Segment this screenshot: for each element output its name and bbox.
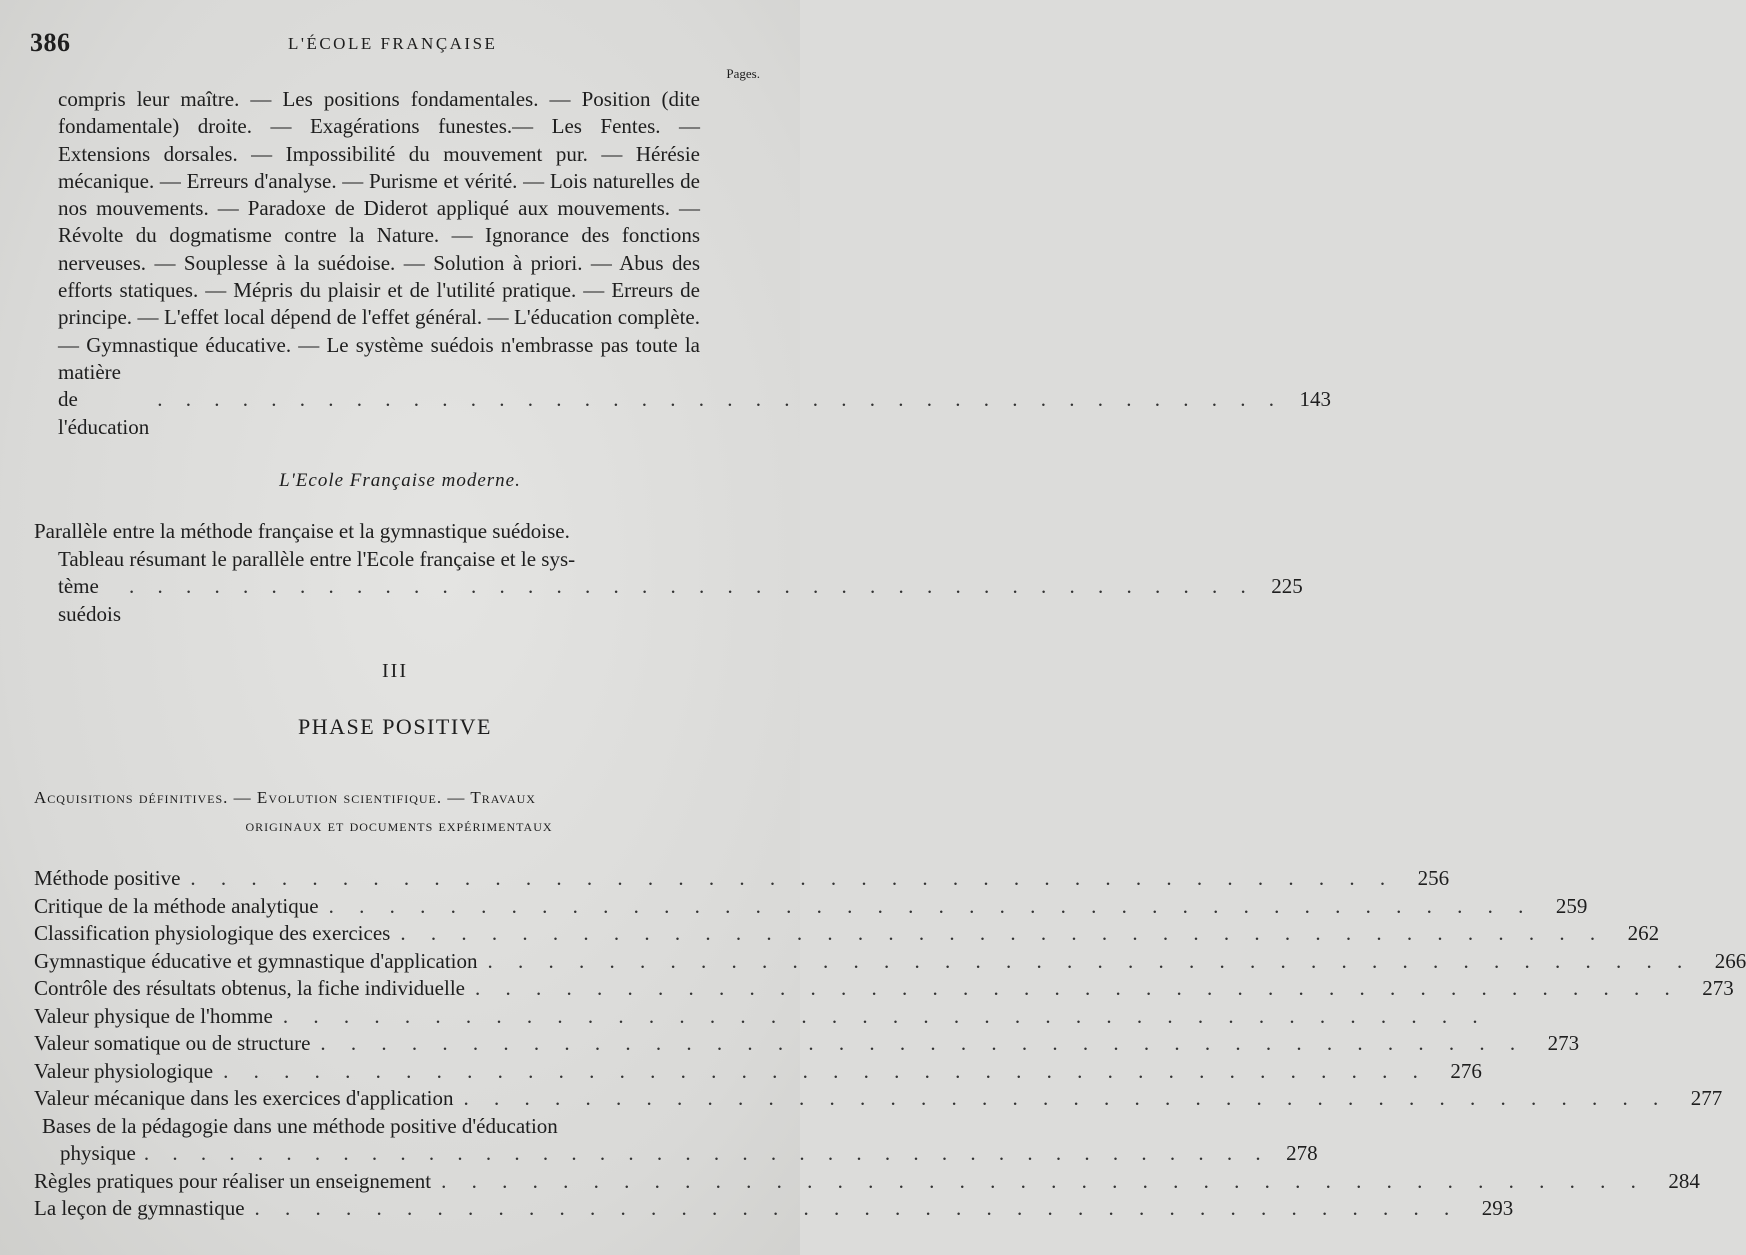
toc-title: Valeur mécanique dans les exercices d'application xyxy=(34,1086,454,1110)
toc-title: Bases de la pédagogie dans une méthode positive d'éducation xyxy=(42,1113,558,1138)
toc-title: La leçon de gymnastique xyxy=(34,1196,245,1220)
toc-page-number: 273 xyxy=(1702,976,1734,1000)
dot-leader: . . . . . . . . . . . . . . . . . . . . . . . . . . . . . . . . . . . . . . . . xyxy=(328,893,1534,918)
toc-row xyxy=(34,1085,1723,1113)
rubric-line: Acquisitions définitives. — Evolution scientifique. — Travaux xyxy=(34,788,536,807)
toc-page-number: 276 xyxy=(1450,1058,1482,1083)
toc-row xyxy=(34,948,1746,976)
toc-row xyxy=(34,1058,1482,1086)
toc-entry-last-text: de l'éducation xyxy=(58,387,150,439)
page-number: 386 xyxy=(30,28,71,57)
dot-leader: . . . . . . . . . . . . . . . . . . . . . . . . . . . . . . . . . . . . . . . . xyxy=(190,866,1396,890)
dot-leader: . . . . . . . . . . . . . . . . . . . . . . . . . . . . . . . . . . . . . . . . xyxy=(129,574,1255,598)
toc-entry-paragraph xyxy=(58,86,1331,441)
toc-row xyxy=(34,893,1588,921)
dot-leader: . . . . . . . . . . . . . . . . . . . . . . . . . . . . . . . . . . . . . . . . xyxy=(474,976,1680,1000)
toc-row xyxy=(34,865,1450,893)
dot-leader: . . . . . . . . . . . . . . . . . . . . . . . . . . . . . . . . . . . . . . . . xyxy=(441,1168,1646,1193)
toc-title: Valeur physiologique xyxy=(34,1058,214,1083)
toc-entry-cont-text: Tableau résumant le parallèle entre l'Ecole française et le sys- xyxy=(58,546,576,571)
toc-row xyxy=(34,1003,1488,1031)
toc-title: Gymnastique éducative et gymnastique d'application xyxy=(34,948,478,973)
toc-row xyxy=(34,1168,1700,1196)
toc-page-number: 143 xyxy=(1299,387,1331,412)
toc-entry-text: compris leur maître. — Les positions fondamentales. — Position (dite fondamentale) droite. — Exagérations funestes.— Les Fentes. — Extensions dorsales. — Impossibilité du mouvement pur. — Hérésie mécanique. — Erreurs d'analyse. — Purisme et vérité. — Lois naturelles de nos mouvements. — Paradoxe de Diderot appliqué aux mouvements. — Révolte du dogmatisme contre la Nature. — Ignorance des fonctions nerveuses. — Souplesse à la suédoise. — Solution à priori. — Abus des efforts statiques. — Mépris du plaisir et de l'utilité pratique. — Erreurs de principe. — L'effet local dépend de l'effet général. — L'éducation complète. — Gymnastique éducative. — Le système suédois n'embrasse pas toute la matière xyxy=(58,87,700,384)
toc-row xyxy=(34,920,1660,948)
running-title: L'ÉCOLE FRANÇAISE xyxy=(288,34,498,53)
dot-leader: . . . . . . . . . . . . . . . . . . . . . . . . . . . . . . . . . . . . . . . . xyxy=(157,387,1283,412)
toc-entry-last-text: tème suédois xyxy=(58,574,121,626)
toc-title: Contrôle des résultats obtenus, la fiche individuelle xyxy=(34,976,465,1000)
toc-title: Règles pratiques pour réaliser un enseignement xyxy=(34,1168,432,1193)
toc-page-number: 266 xyxy=(1714,948,1746,973)
toc-entry-continuation xyxy=(34,546,1303,629)
toc-page-number: 293 xyxy=(1481,1196,1514,1220)
toc-entry-last-line xyxy=(58,573,1303,628)
toc-page-number: 278 xyxy=(1286,1141,1318,1165)
rubric-line: originaux et documents expérimentaux xyxy=(245,816,553,835)
dot-leader: . . . . . . . . . . . . . . . . . . . . . . . . . . . . . . . . . . . . . . . . xyxy=(400,921,1606,945)
part-number: III xyxy=(382,660,408,682)
toc-page-number: 273 xyxy=(1547,1031,1580,1055)
toc-row xyxy=(34,1030,1580,1058)
toc-row xyxy=(34,975,1734,1003)
dot-leader: . . . . . . . . . . . . . . . . . . . . . . . . . . . . . . . . . . . . . . . . xyxy=(223,1058,1428,1083)
toc-title: Valeur somatique ou de structure xyxy=(34,1031,311,1055)
toc-page-number: 277 xyxy=(1690,1086,1723,1110)
table-of-contents xyxy=(34,865,1746,1223)
toc-title-continuation xyxy=(34,1140,1318,1168)
dot-leader: . . . . . . . . . . . . . . . . . . . . . . . . . . . . . . . . . . . . . . . . xyxy=(254,1196,1460,1220)
toc-page-number: 225 xyxy=(1271,574,1303,598)
toc-page-number: 259 xyxy=(1555,893,1588,918)
toc-row xyxy=(34,1195,1514,1223)
toc-title: physique xyxy=(60,1141,136,1165)
toc-page-number: 256 xyxy=(1417,866,1450,890)
toc-title: Classification physiologique des exercices xyxy=(34,921,391,945)
toc-title: Méthode positive xyxy=(34,866,181,890)
toc-page-number: 262 xyxy=(1627,921,1660,945)
dot-leader: . . . . . . . . . . . . . . . . . . . . . . . . . . . . . . . . . . . . . . . . xyxy=(463,1086,1669,1110)
page-header xyxy=(30,28,770,64)
toc-entry-first-line: Parallèle entre la méthode française et la gymnastique suédoise. xyxy=(34,519,570,543)
part-rubric xyxy=(34,784,764,840)
toc-title: Critique de la méthode analytique xyxy=(34,893,319,918)
toc-row-multiline xyxy=(34,1113,1318,1168)
toc-title: Valeur physique de l'homme xyxy=(34,1003,273,1028)
toc-entry-last-line xyxy=(58,386,1331,441)
toc-page-number: 284 xyxy=(1668,1168,1700,1193)
part-title: PHASE POSITIVE xyxy=(298,714,492,739)
toc-entry-paragraph xyxy=(34,518,1303,628)
dot-leader: . . . . . . . . . . . . . . . . . . . . . . . . . . . . . . . . . . . . . . . . xyxy=(487,948,1693,973)
dot-leader: . . . . . . . . . . . . . . . . . . . . . . . . . . . . . . . . . . . . . . . . xyxy=(320,1031,1526,1055)
section-subtitle: L'Ecole Française moderne. xyxy=(279,470,521,491)
dot-leader: . . . . . . . . . . . . . . . . . . . . . . . . . . . . . . . . . . . . . . . . xyxy=(282,1003,1488,1028)
dot-leader: . . . . . . . . . . . . . . . . . . . . . . . . . . . . . . . . . . . . . . . . xyxy=(143,1141,1270,1165)
pages-column-label: Pages. xyxy=(726,66,760,81)
